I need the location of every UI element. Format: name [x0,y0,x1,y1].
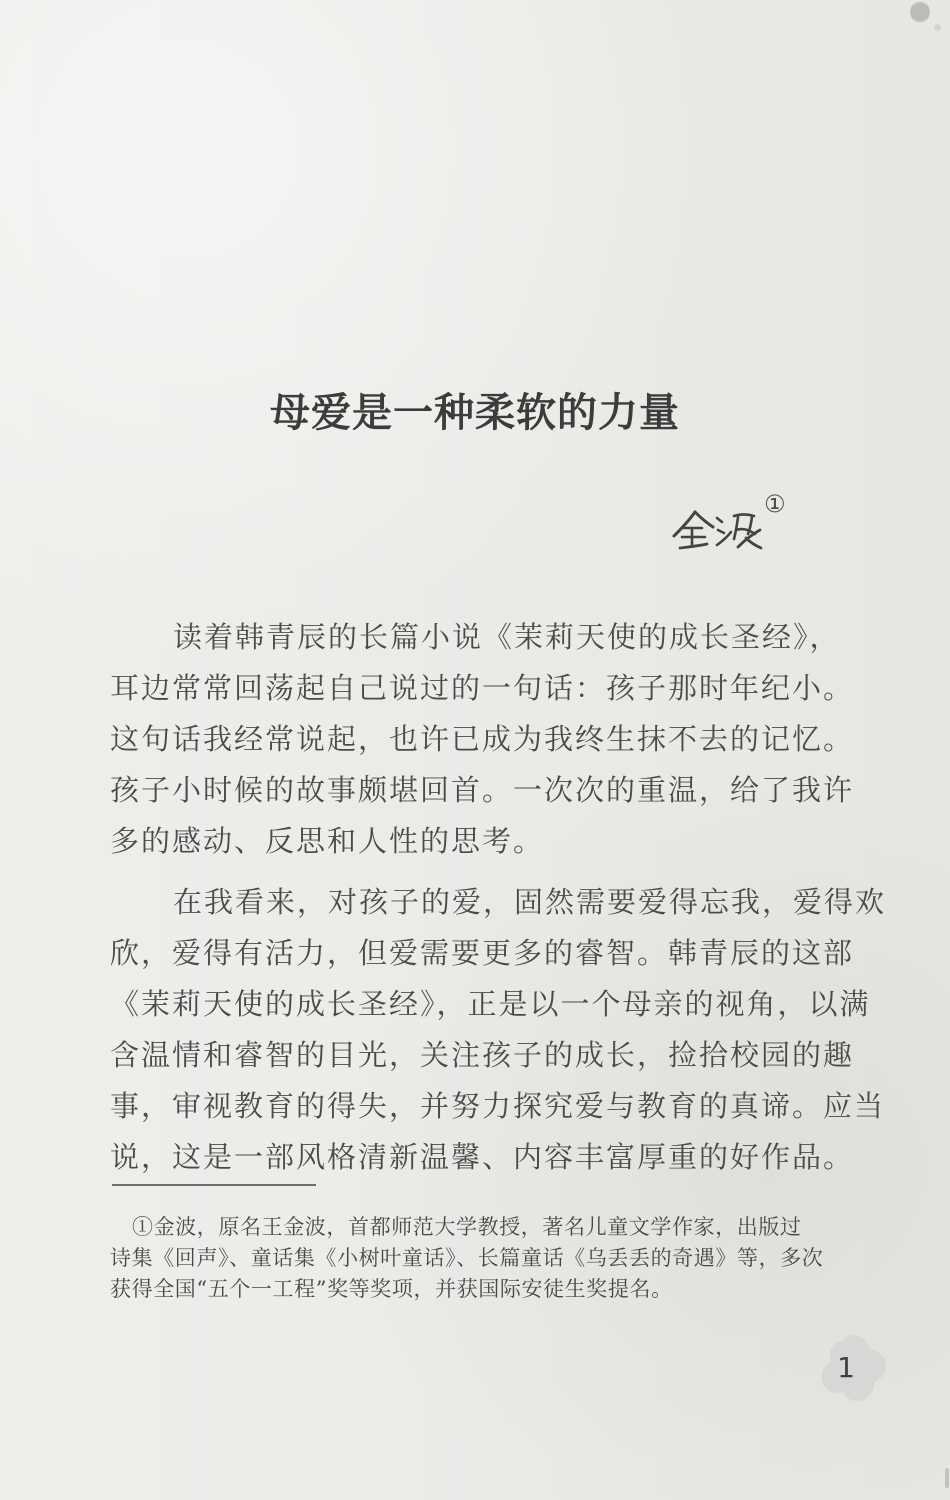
paragraph-line: 在我看来，对孩子的爱，固然需要爱得忘我，爱得欢 [173,885,887,919]
paper-speck [934,24,941,31]
paragraph-line: 含温情和睿智的目光，关注孩子的成长，捡拾校园的趣 [110,1038,855,1072]
paragraph-line: 多的感动、反思和人性的思考。 [110,824,545,858]
paragraph-line: 欣，爱得有活力，但爱需要更多的睿智。韩青辰的这部 [110,936,855,970]
paragraph-gap [110,867,852,877]
author-area [650,490,800,565]
footnote-line: 获得全国“五个一工程”奖等奖项，并获国际安徒生奖提名。 [110,1277,673,1301]
paragraph-line: 耳边常常回荡起自己说过的一句话：孩子那时年纪小。 [110,671,855,705]
author-signature [668,500,764,554]
page-number: 1 [837,1351,855,1384]
footnote-divider [112,1184,316,1186]
paper-speck [910,2,930,22]
footnote-line: 诗集《回声》、童话集《小树叶童话》、长篇童话《乌丢丢的奇遇》等，多次 [110,1246,824,1270]
paper-speck [945,1468,949,1488]
paragraph-line: 这句话我经常说起，也许已成为我终生抹不去的记忆。 [110,722,855,756]
paragraph-line: 孩子小时候的故事颇堪回首。一次次的重温，给了我许 [110,773,855,807]
footnote [110,1212,852,1305]
article-body [110,612,887,1183]
paragraph-line: 《茉莉天使的成长圣经》，正是以一个母亲的视角，以满 [110,987,871,1021]
article-title: 母爱是一种柔软的力量 [270,390,680,436]
paragraph-line: 事，审视教育的得失，并努力探究爱与教育的真谛。应当 [110,1089,886,1123]
footnote-line: ①金波，原名王金波，首都师范大学教授，著名儿童文学作家，出版过 [132,1215,802,1239]
paragraph-line: 读着韩青辰的长篇小说《茉莉天使的成长圣经》， [173,620,841,654]
paragraph-line: 说，这是一部风格清新温馨、内容丰富厚重的好作品。 [110,1140,855,1174]
author-footnote-mark: ① [764,490,786,518]
